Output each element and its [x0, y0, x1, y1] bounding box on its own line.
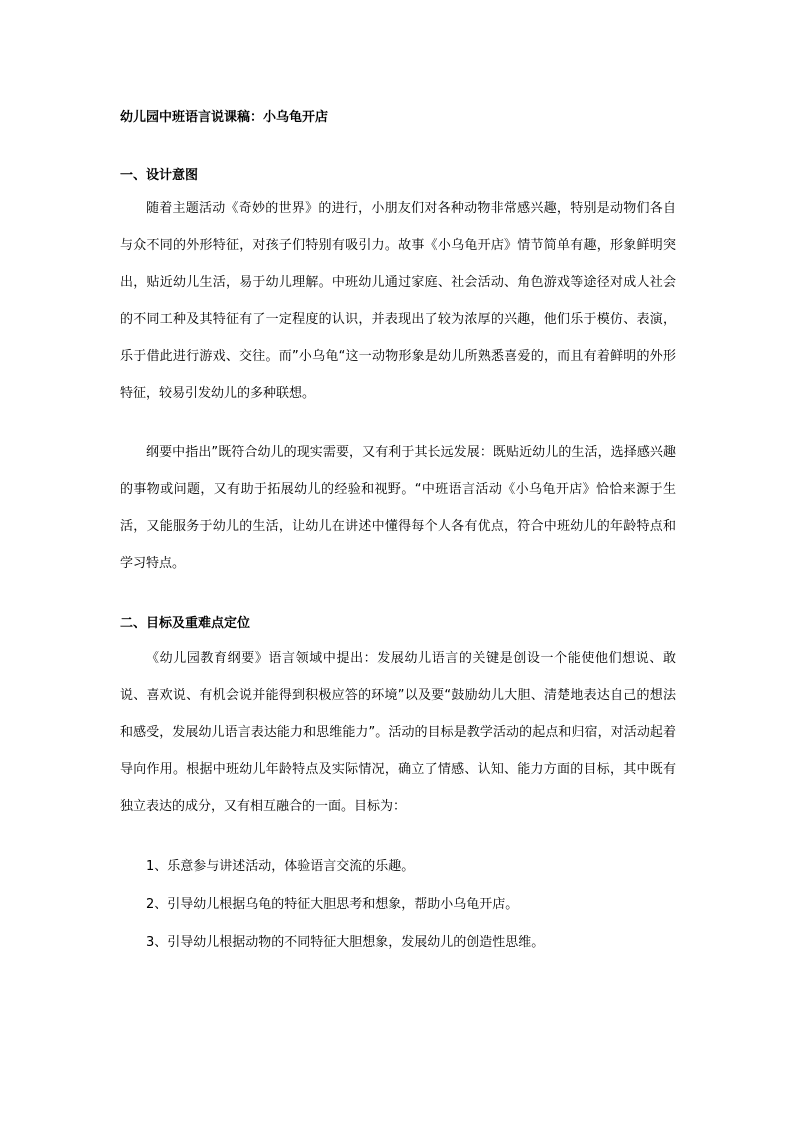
section-heading-design-intent: 一、设计意图	[120, 168, 199, 183]
paragraph-design-intent-1: 随着主题活动《奇妙的世界》的进行，小朋友们对各种动物非常感兴趣，特别是动物们各自与众不同的外形特征，对孩子们特别有吸引力。故事《小乌龟开店》情节简单有趣，形象鲜明突出，贴近幼儿生活，易于幼儿理解。中班幼儿通过家庭、社会活动、角色游戏等途径对成人社会的不同工种及其特征有了一定程度的认识，并表现出了较为浓厚的兴趣，他们乐于模仿、表演，乐于借此进行游戏、交往。而”小乌龟“这一动物形象是幼儿所熟悉喜爱的，而且有着鲜明的外形特征，较易引发幼儿的多种联想。	[120, 201, 676, 401]
paragraph-goals-intro: 《幼儿园教育纲要》语言领域中提出：发展幼儿语言的关键是创设一个能使他们想说、敢说、喜欢说、有机会说并能得到积极应答的环境”以及要“鼓励幼儿大胆、清楚地表达自己的想法和感受，发展幼儿语言表达能力和思维能力”。活动的目标是教学活动的起点和归宿，对活动起着导向作用。根据中班幼儿年龄特点及实际情况，确立了情感、认知、能力方面的目标，其中既有独立表达的成分，又有相互融合的一面。目标为：	[120, 651, 676, 814]
goal-item-2: 2、引导幼儿根据乌龟的特征大胆思考和想象，帮助小乌龟开店。	[146, 897, 519, 912]
section-heading-goals: 二、目标及重难点定位	[120, 616, 251, 631]
goal-item-3: 3、引导幼儿根据动物的不同特征大胆想象，发展幼儿的创造性思维。	[146, 935, 545, 950]
paragraph-design-intent-2: 纲要中指出”既符合幼儿的现实需要，又有利于其长远发展：既贴近幼儿的生活，选择感兴趣的事物或问题，又有助于拓展幼儿的经验和视野。“中班语言活动《小乌龟开店》恰恰来源于生活，又能服务于幼儿的生活，让幼儿在讲述中懂得每个人各有优点，符合中班幼儿的年龄特点和学习特点。	[120, 445, 676, 571]
document-title: 幼儿园中班语言说课稿：小乌龟开店	[120, 110, 329, 125]
goal-item-1: 1、乐意参与讲述活动，体验语言交流的乐趣。	[146, 859, 415, 874]
